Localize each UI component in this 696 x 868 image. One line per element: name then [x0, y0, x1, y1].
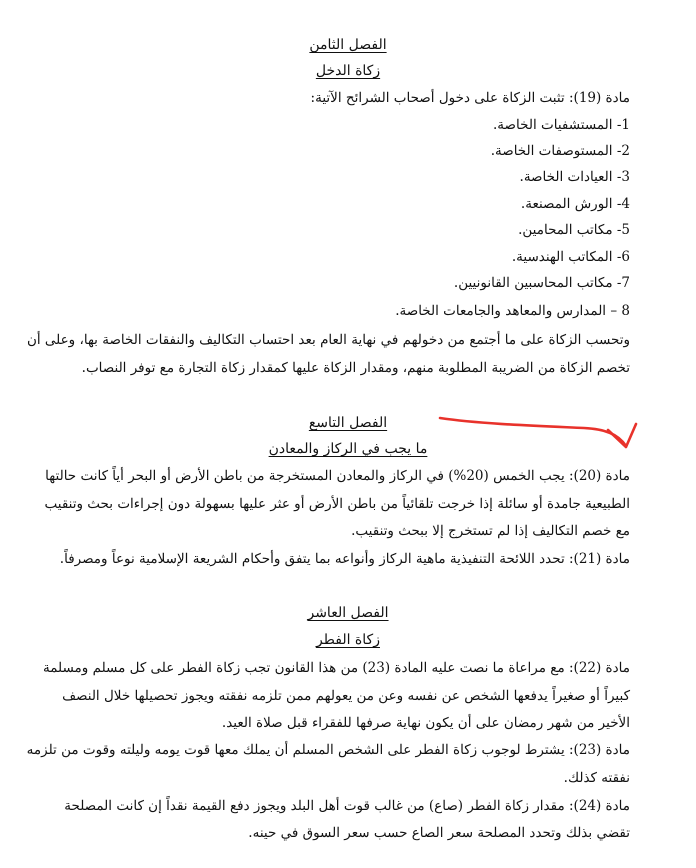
article-19-paragraph-line-2: تخصم الزكاة من الضريبة المطلوبة منهم، ومقدار الزكاة عليها كمقدار زكاة التجارة مع توفر النصاب. — [81, 360, 630, 376]
chapter-9-title: الفصل التاسع — [308, 415, 388, 431]
article-20-line-1: مادة (20): يجب الخمس (20%) في الركاز والمعادن المستخرجة من باطن الأرض أو البحر أياً كانت حالتها — [45, 468, 630, 484]
article-19-item-1: 1- المستشفيات الخاصة. — [493, 117, 630, 133]
chapter-10-title: الفصل العاشر — [307, 605, 389, 621]
article-20-line-3: مع خصم التكاليف إذا لم تستخرج إلا ببحث وتنقيب. — [351, 523, 630, 539]
article-19-item-8: 8 – المدارس والمعاهد والجامعات الخاصة. — [395, 303, 630, 319]
article-19-intro: مادة (19): تثبت الزكاة على دخول أصحاب الشرائح الآتية: — [310, 90, 630, 106]
chapter-8-subtitle: زكاة الدخل — [315, 63, 381, 79]
article-22-line-2: كبيراً أو صغيراً يدفعها الشخص عن نفسه وعن من يعولهم ممن تلزمه نفقته ويجوز تحصيلها خلال النصف — [62, 688, 630, 704]
article-22-line-3: الأخير من شهر رمضان على أن يكون نهاية صرفها للفقراء قبل صلاة العيد. — [221, 715, 630, 731]
chapter-10-subtitle: زكاة الفطر — [316, 632, 380, 648]
article-23-line-1: مادة (23): يشترط لوجوب زكاة الفطر على الشخص المسلم أن يملك معها قوت يومه وليلته وقوت من تلزمه — [26, 742, 630, 758]
article-19-item-2: 2- المستوصفات الخاصة. — [490, 143, 630, 159]
article-23-line-2: نفقته كذلك. — [563, 770, 630, 786]
article-19-item-5: 5- مكاتب المحامين. — [518, 222, 630, 238]
article-24-line-2: تقضي بذلك وتحدد المصلحة سعر الصاع حسب سعر السوق في حينه. — [248, 825, 630, 841]
article-19-item-3: 3- العيادات الخاصة. — [519, 169, 630, 185]
article-22-line-1: مادة (22): مع مراعاة ما نصت عليه المادة (23) من هذا القانون تجب زكاة الفطر على كل مسلم ومسلمة — [43, 660, 630, 676]
article-19-item-4: 4- الورش المصنعة. — [520, 196, 630, 212]
article-24-line-1: مادة (24): مقدار زكاة الفطر (صاع) من غالب قوت أهل البلد ويجوز دفع القيمة نقداً إن كانت المصلحة — [64, 798, 630, 814]
article-20-line-2: الطبيعية جامدة أو سائلة إذا خرجت تلقائياً من باطن الأرض أو عثر عليها بسهولة دون إجراءات بحث وتنقيب — [44, 496, 630, 512]
article-21-line-1: مادة (21): تحدد اللائحة التنفيذية ماهية الركاز وأنواعه بما يتفق وأحكام الشريعة الإسلامية نوعاً ومصرفاً. — [59, 551, 630, 567]
article-19-paragraph-line-1: وتحسب الزكاة على ما أجتمع من دخولهم في نهاية العام بعد احتساب التكاليف والنفقات الخاصة بها، وعلى أن — [26, 332, 630, 348]
chapter-9-subtitle: ما يجب في الركاز والمعادن — [268, 441, 428, 457]
article-19-item-7: 7- مكاتب المحاسبين القانونيين. — [453, 275, 630, 291]
chapter-8-title: الفصل الثامن — [309, 37, 387, 53]
article-19-item-6: 6- المكاتب الهندسية. — [511, 249, 630, 265]
